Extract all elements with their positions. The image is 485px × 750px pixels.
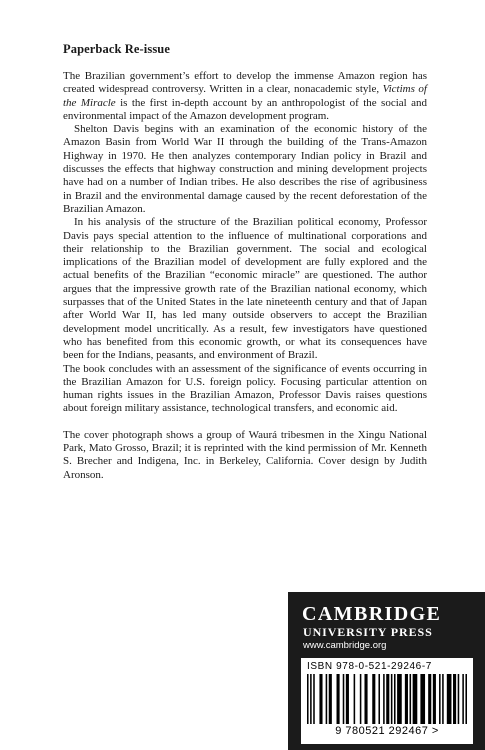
cover-credit: The cover photograph shows a group of Waurá tribesmen in the Xingu National Park, Mato Grosso, Brazil; it is reprinted with the kind permission of Mr. Kenneth S. Brecher and Indigena, Inc. in Berkeley, California. Cover design by Judith Aronson. [63, 428, 427, 481]
blurb-body [63, 70, 427, 482]
barcode-icon [307, 674, 467, 724]
publisher-block [288, 592, 485, 750]
isbn-label: ISBN 978-0-521-29246-7 [307, 661, 432, 672]
publisher-name: CAMBRIDGE [302, 603, 442, 625]
publisher-subname: UNIVERSITY PRESS [303, 625, 433, 639]
section-heading: Paperback Re-issue [63, 42, 171, 56]
paragraph-1-text-b: is the first in-depth account by an anthropologist of the social and environmental impact of the Amazon development program. [63, 96, 427, 122]
paragraph-1-text-a: The Brazilian government’s effort to develop the immense Amazon region has created widespread controversy. Written in a clear, nonacademic style, [63, 70, 427, 96]
paragraph-2: Shelton Davis begins with an examination of the economic history of the Amazon Basin from World War II through the building of the Trans-Amazon Highway in 1970. He then analyzes contemporary Indian policy in Brazil and discusses the effects that highway construction and mining development projects have had on a number of Indian tribes. He also describes the rise of agribusiness in Brazil and the environmental damage caused by the recent deforestation of the Brazilian Amazon. [63, 123, 427, 215]
paragraph-1 [63, 70, 427, 123]
barcode-box [301, 658, 473, 744]
book-title-italic: Victims of the Miracle [63, 83, 427, 109]
publisher-url: www.cambridge.org [303, 640, 387, 651]
ean-number: 9 780521 292467 > [335, 725, 439, 737]
paragraph-3: In his analysis of the structure of the Brazilian political economy, Professor Davis pays special attention to the influence of multinational corporations and their relationship to the Brazilian government. The social and ecological implications of the Brazilian model of development are fully explored and the actual benefits of the Brazilian “economic miracle” are questioned. The author argues that the impressive growth rate of the Brazilian national economy, which surpasses that of the United States in the late nineteenth century and that of Japan after World War II, has led many outside observers to accept the Brazilian development model uncritically. As a result, few investigators have questioned who has benefited from this economic growth, or what its consequences have been for the Indians, peasants, and environment of Brazil. [63, 216, 427, 362]
paragraph-4: The book concludes with an assessment of the significance of events occurring in the Brazilian Amazon for U.S. foreign policy. Focusing particular attention on human rights issues in the Brazilian Amazon, Professor Davis raises questions about foreign military assistance, technological transfers, and economic aid. [63, 362, 427, 415]
